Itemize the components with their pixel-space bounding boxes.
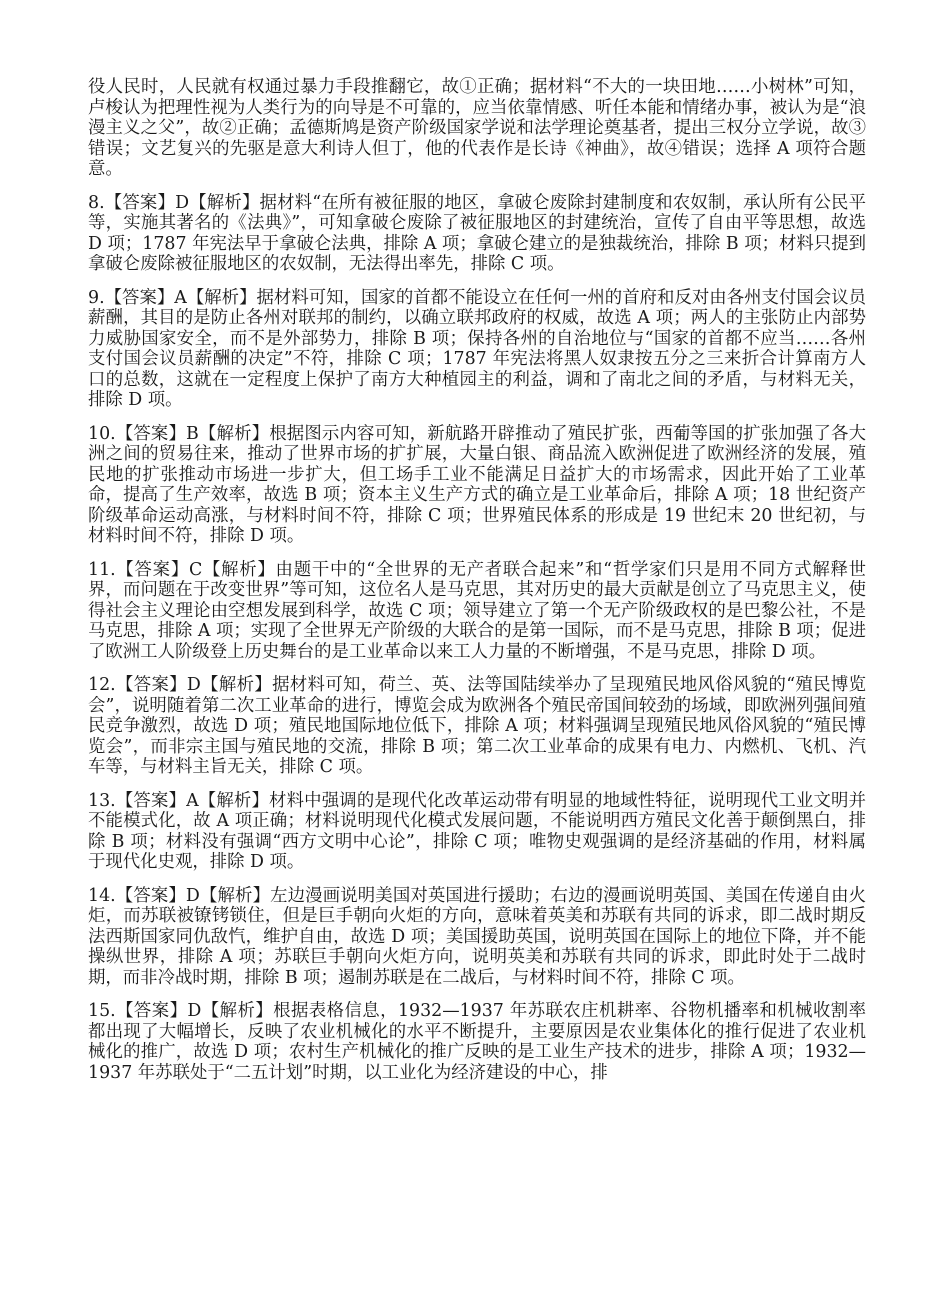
answer-14-paragraph: 14.【答案】D【解析】左边漫画说明美国对英国进行援助；右边的漫画说明英国、美国在传递自由火炬，而苏联被镣铐锁住，但是巨手朝向火炬的方向，意味着英美和苏联有共同的诉求，即二战时期反法西斯国家同仇敌忾，维护自由，故选 D 项；美国援助英国，说明英国在国际上的地位下降，并不能操纵世界，排除 A 项；苏联巨手朝向火炬方向，说明英美和苏联有共同的诉求，即此时处于二战时期，而非冷战时期，排除 B 项；遏制苏联是在二战后，与材料时间不符，排除 C 项。 [88, 885, 866, 988]
paragraph-continuation: 役人民时，人民就有权通过暴力手段推翻它，故①正确；据材料“不大的一块田地……小树林”可知，卢梭认为把理性视为人类行为的向导是不可靠的，应当依靠情感、听任本能和情绪办事，被认为是“浪漫主义之父”，故②正确；孟德斯鸠是资产阶级国家学说和法学理论奠基者，提出三权分立学说，故③错误；文艺复兴的先驱是意大利诗人但丁，他的代表作是长诗《神曲》，故④错误；选择 A 项符合题意。 [88, 77, 866, 179]
answer-9-paragraph: 9.【答案】A【解析】据材料可知，国家的首都不能设立在任何一州的首府和反对由各州支付国会议员薪酬，其目的是防止各州对联邦的制约，以确立联邦政府的权威，故选 A 项；两人的主张防止内部势力威胁国家安全，而不是外部势力，排除 B 项；保持各州的自治地位与“国家的首都不应当……各州支付国会议员薪酬的决定”不符，排除 C 项；1787 年宪法将黑人奴隶按五分之三来折合计算南方人口的总数，这就在一定程度上保护了南方大种植园主的利益，调和了南北之间的矛盾，与材料无关，排除 D 项。 [88, 287, 866, 410]
answer-11-paragraph: 11.【答案】C【解析】由题干中的“全世界的无产者联合起来”和“哲学家们只是用不同方式解释世界，而问题在于改变世界”等可知，这位名人是马克思，其对历史的最大贡献是创立了马克思主义，使得社会主义理论由空想发展到科学，故选 C 项；领导建立了第一个无产阶级政权的是巴黎公社，不是马克思，排除 A 项；实现了全世界无产阶级的大联合的是第一国际，而不是马克思，排除 B 项；促进了欧洲工人阶级登上历史舞台的是工业革命以来工人力量的不断增强，不是马克思，排除 D 项。 [88, 559, 866, 662]
answer-13-paragraph: 13.【答案】A【解析】材料中强调的是现代化改革运动带有明显的地域性特征，说明现代工业文明并不能模式化，故 A 项正确；材料说明现代化模式发展问题，不能说明西方殖民文化善于颠倒黑白，排除 B 项；材料没有强调“西方文明中心论”，排除 C 项；唯物史观强调的是经济基础的作用，材料属于现代化史观，排除 D 项。 [88, 790, 866, 872]
answer-15-paragraph: 15.【答案】D【解析】根据表格信息，1932—1937 年苏联农庄机耕率、谷物机播率和机械收割率都出现了大幅增长，反映了农业机械化的水平不断提升，主要原因是农业集体化的推行促进了农业机械化的推广，故选 D 项；农村生产机械化的推广反映的是工业生产技术的进步，排除 A 项；1932—1937 年苏联处于“二五计划”时期，以工业化为经济建设的中心，排 [88, 1001, 866, 1083]
answer-explanation-page [88, 77, 866, 1096]
answer-12-paragraph: 12.【答案】D【解析】据材料可知，荷兰、英、法等国陆续举办了呈现殖民地风俗风貌的“殖民博览会”，说明随着第二次工业革命的进行，博览会成为欧洲各个殖民帝国间较劲的场域，即欧洲列强间殖民竞争激烈，故选 D 项；殖民地国际地位低下，排除 A 项；材料强调呈现殖民地风俗风貌的“殖民博览会”，而非宗主国与殖民地的交流，排除 B 项；第二次工业革命的成果有电力、内燃机、飞机、汽车等，与材料主旨无关，排除 C 项。 [88, 675, 866, 777]
answer-8-paragraph: 8.【答案】D【解析】据材料“在所有被征服的地区，拿破仑废除封建制度和农奴制，承认所有公民平等，实施其著名的《法典》”，可知拿破仑废除了被征服地区的封建统治，宣传了自由平等思想，故选 D 项；1787 年宪法早于拿破仑法典，排除 A 项；拿破仑建立的是独裁统治，排除 B 项；材料只提到拿破仑废除被征服地区的农奴制，无法得出率先，排除 C 项。 [88, 192, 866, 274]
answer-10-paragraph: 10.【答案】B【解析】根据图示内容可知，新航路开辟推动了殖民扩张，西葡等国的扩张加强了各大洲之间的贸易往来，推动了世界市场的扩扩展，大量白银、商品流入欧洲促进了欧洲经济的发展，殖民地的扩张推动市场进一步扩大，但工场手工业不能满足日益扩大的市场需求，因此开始了工业革命，提高了生产效率，故选 B 项；资本主义生产方式的确立是工业革命后，排除 A 项；18 世纪资产阶级革命运动高涨，与材料时间不符，排除 C 项；世界殖民体系的形成是 19 世纪末 20 世纪初，与材料时间不符，排除 D 项。 [88, 423, 866, 546]
